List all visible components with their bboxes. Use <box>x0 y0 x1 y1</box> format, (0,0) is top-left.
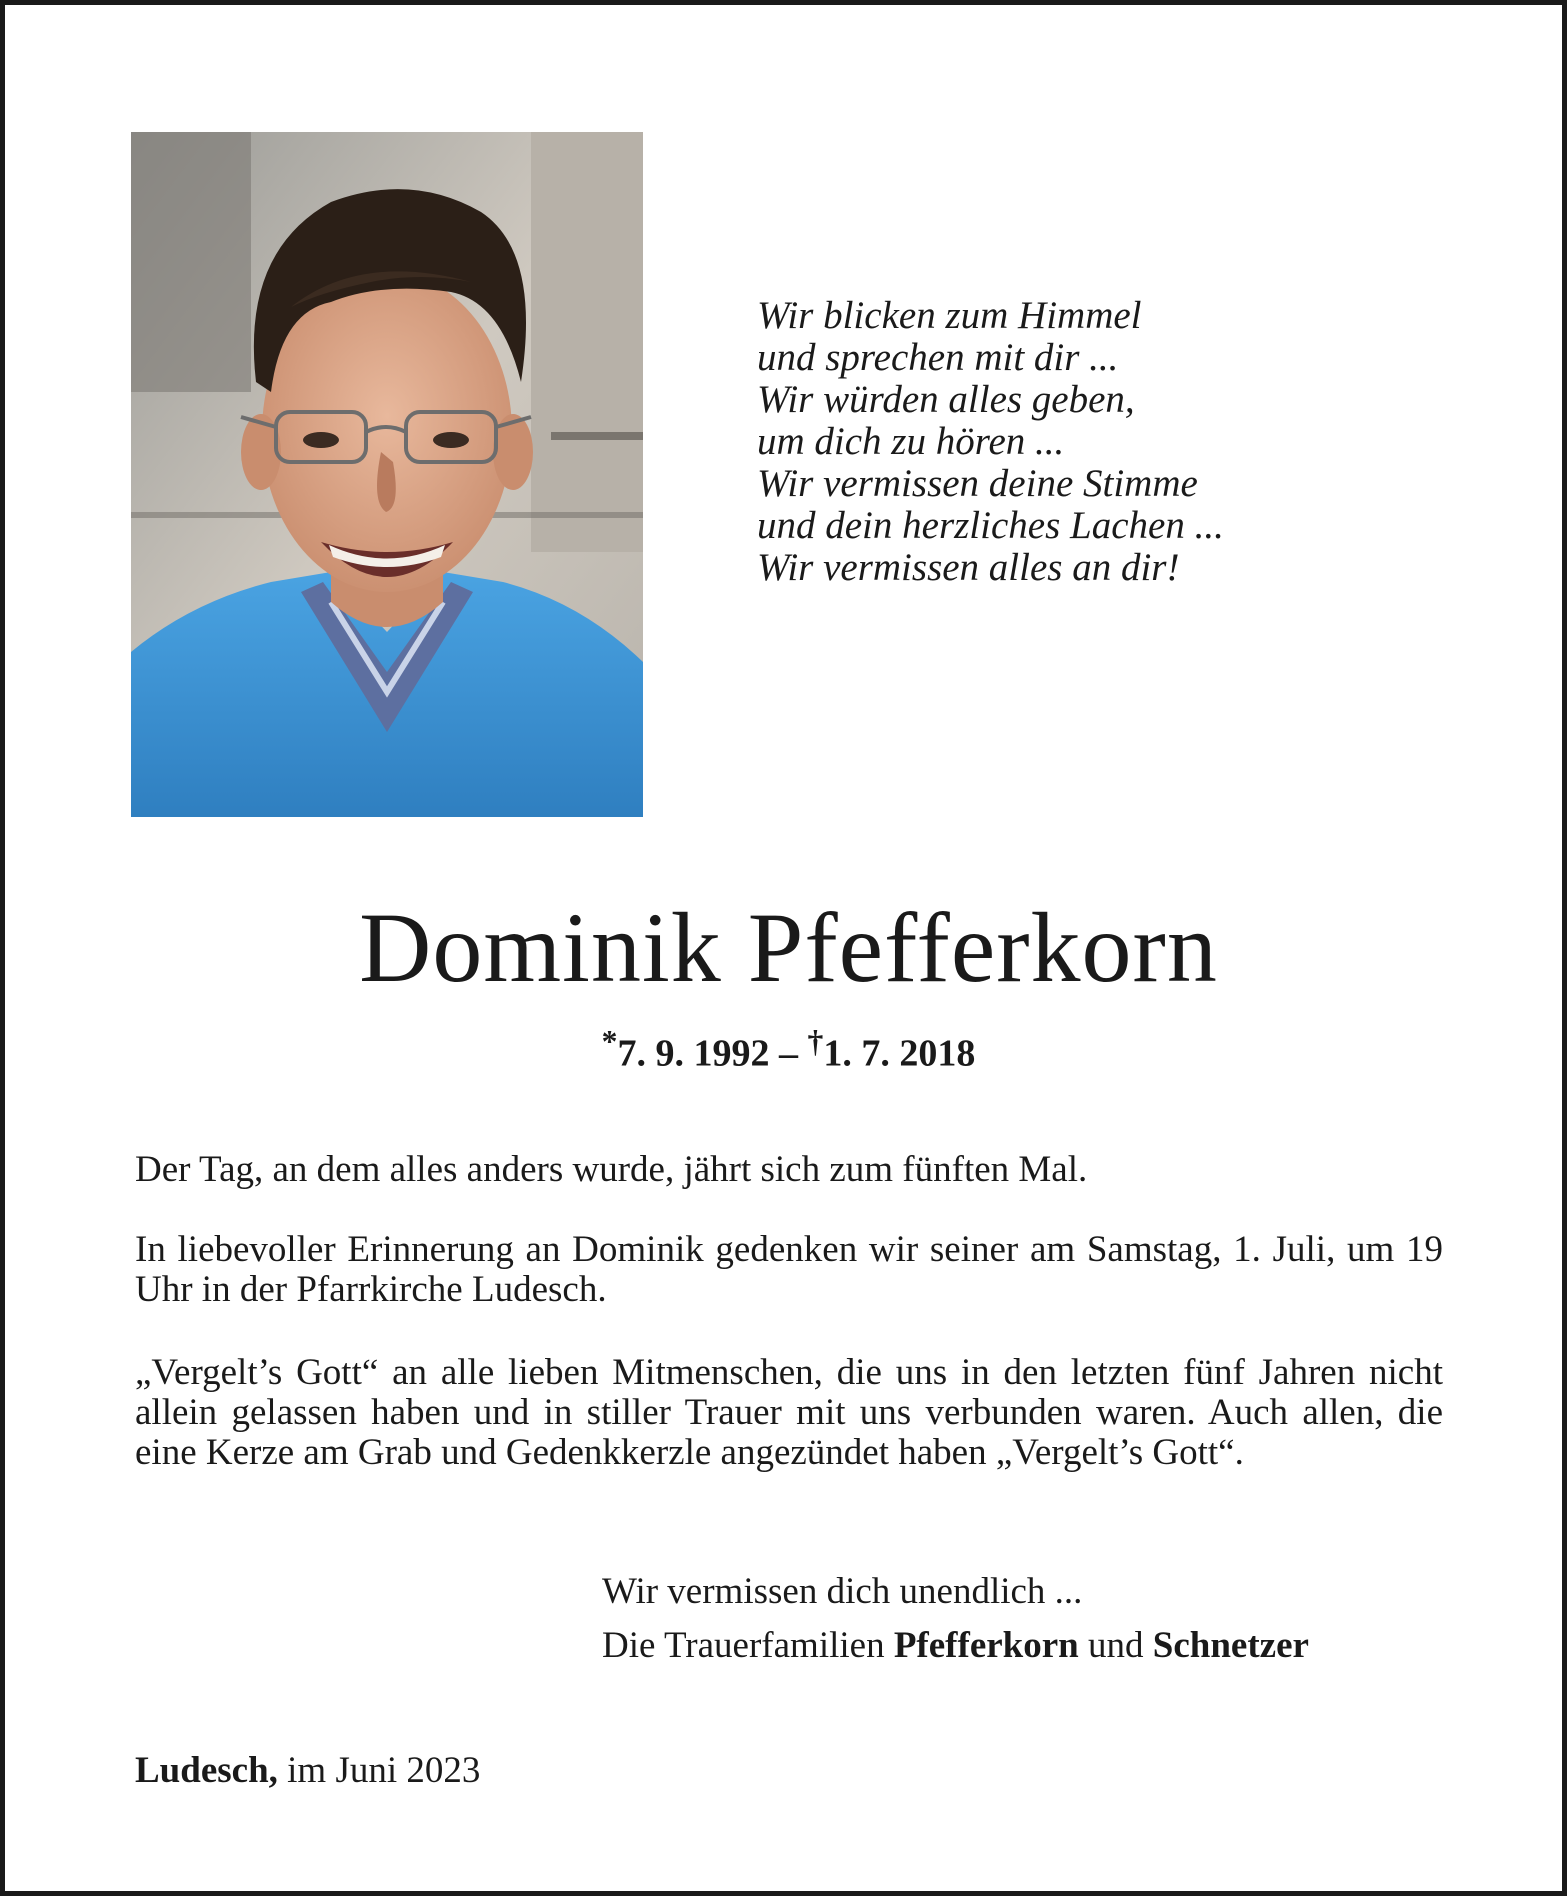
portrait-photo <box>131 132 643 817</box>
poem-line: Wir vermissen alles an dir! <box>757 546 1180 589</box>
place-name: Ludesch, <box>135 1750 278 1791</box>
portrait-image <box>131 132 643 817</box>
birth-date: 7. 9. 1992 <box>617 1032 770 1075</box>
family-name: Pfefferkorn <box>893 1625 1079 1666</box>
families-conjunction: und <box>1078 1625 1153 1666</box>
died-symbol: † <box>807 1024 824 1059</box>
paragraph-anniversary: Der Tag, an dem alles anders wurde, jährt sich zum fünften Mal. <box>135 1149 1088 1190</box>
place-and-date <box>135 1749 480 1793</box>
poem-line: und sprechen mit dir ... <box>757 336 1119 379</box>
memorial-poem <box>757 295 1477 589</box>
life-dates <box>5 1020 1567 1076</box>
poem-line: und dein herzliches Lachen ... <box>757 504 1224 547</box>
families-prefix: Die Trauerfamilien <box>602 1625 894 1666</box>
paragraph-thanks: „Vergelt’s Gott“ an alle lieben Mitmenschen, die uns in den letzten fünf Jahren nicht allein gelassen haben und in stiller Trauer mit uns verbunden waren. Auch allen, die eine Kerze am Grab und Gedenkkerzle angezündet haben „Vergelt’s Gott“. <box>135 1352 1443 1473</box>
born-symbol: * <box>601 1024 618 1059</box>
paragraph-memorial-mass: In liebevoller Erinnerung an Dominik gedenken wir seiner am Samstag, 1. Juli, um 19 Uhr in der Pfarrkirche Ludesch. <box>135 1229 1443 1310</box>
poem-line: Wir würden alles geben, <box>757 378 1135 421</box>
date-separator: – <box>769 1032 808 1075</box>
poem-line: Wir blicken zum Himmel <box>757 294 1142 337</box>
closing-signature <box>602 1565 1462 1673</box>
family-name: Schnetzer <box>1152 1625 1309 1666</box>
deceased-name: Dominik Pfefferkorn <box>359 892 1218 1003</box>
poem-line: Wir vermissen deine Stimme <box>757 462 1198 505</box>
closing-line: Wir vermissen dich unendlich ... <box>602 1571 1083 1612</box>
death-date: 1. 7. 2018 <box>823 1032 976 1075</box>
poem-line: um dich zu hören ... <box>757 420 1065 463</box>
families-line <box>602 1619 1462 1673</box>
notice-date: im Juni 2023 <box>277 1750 481 1791</box>
